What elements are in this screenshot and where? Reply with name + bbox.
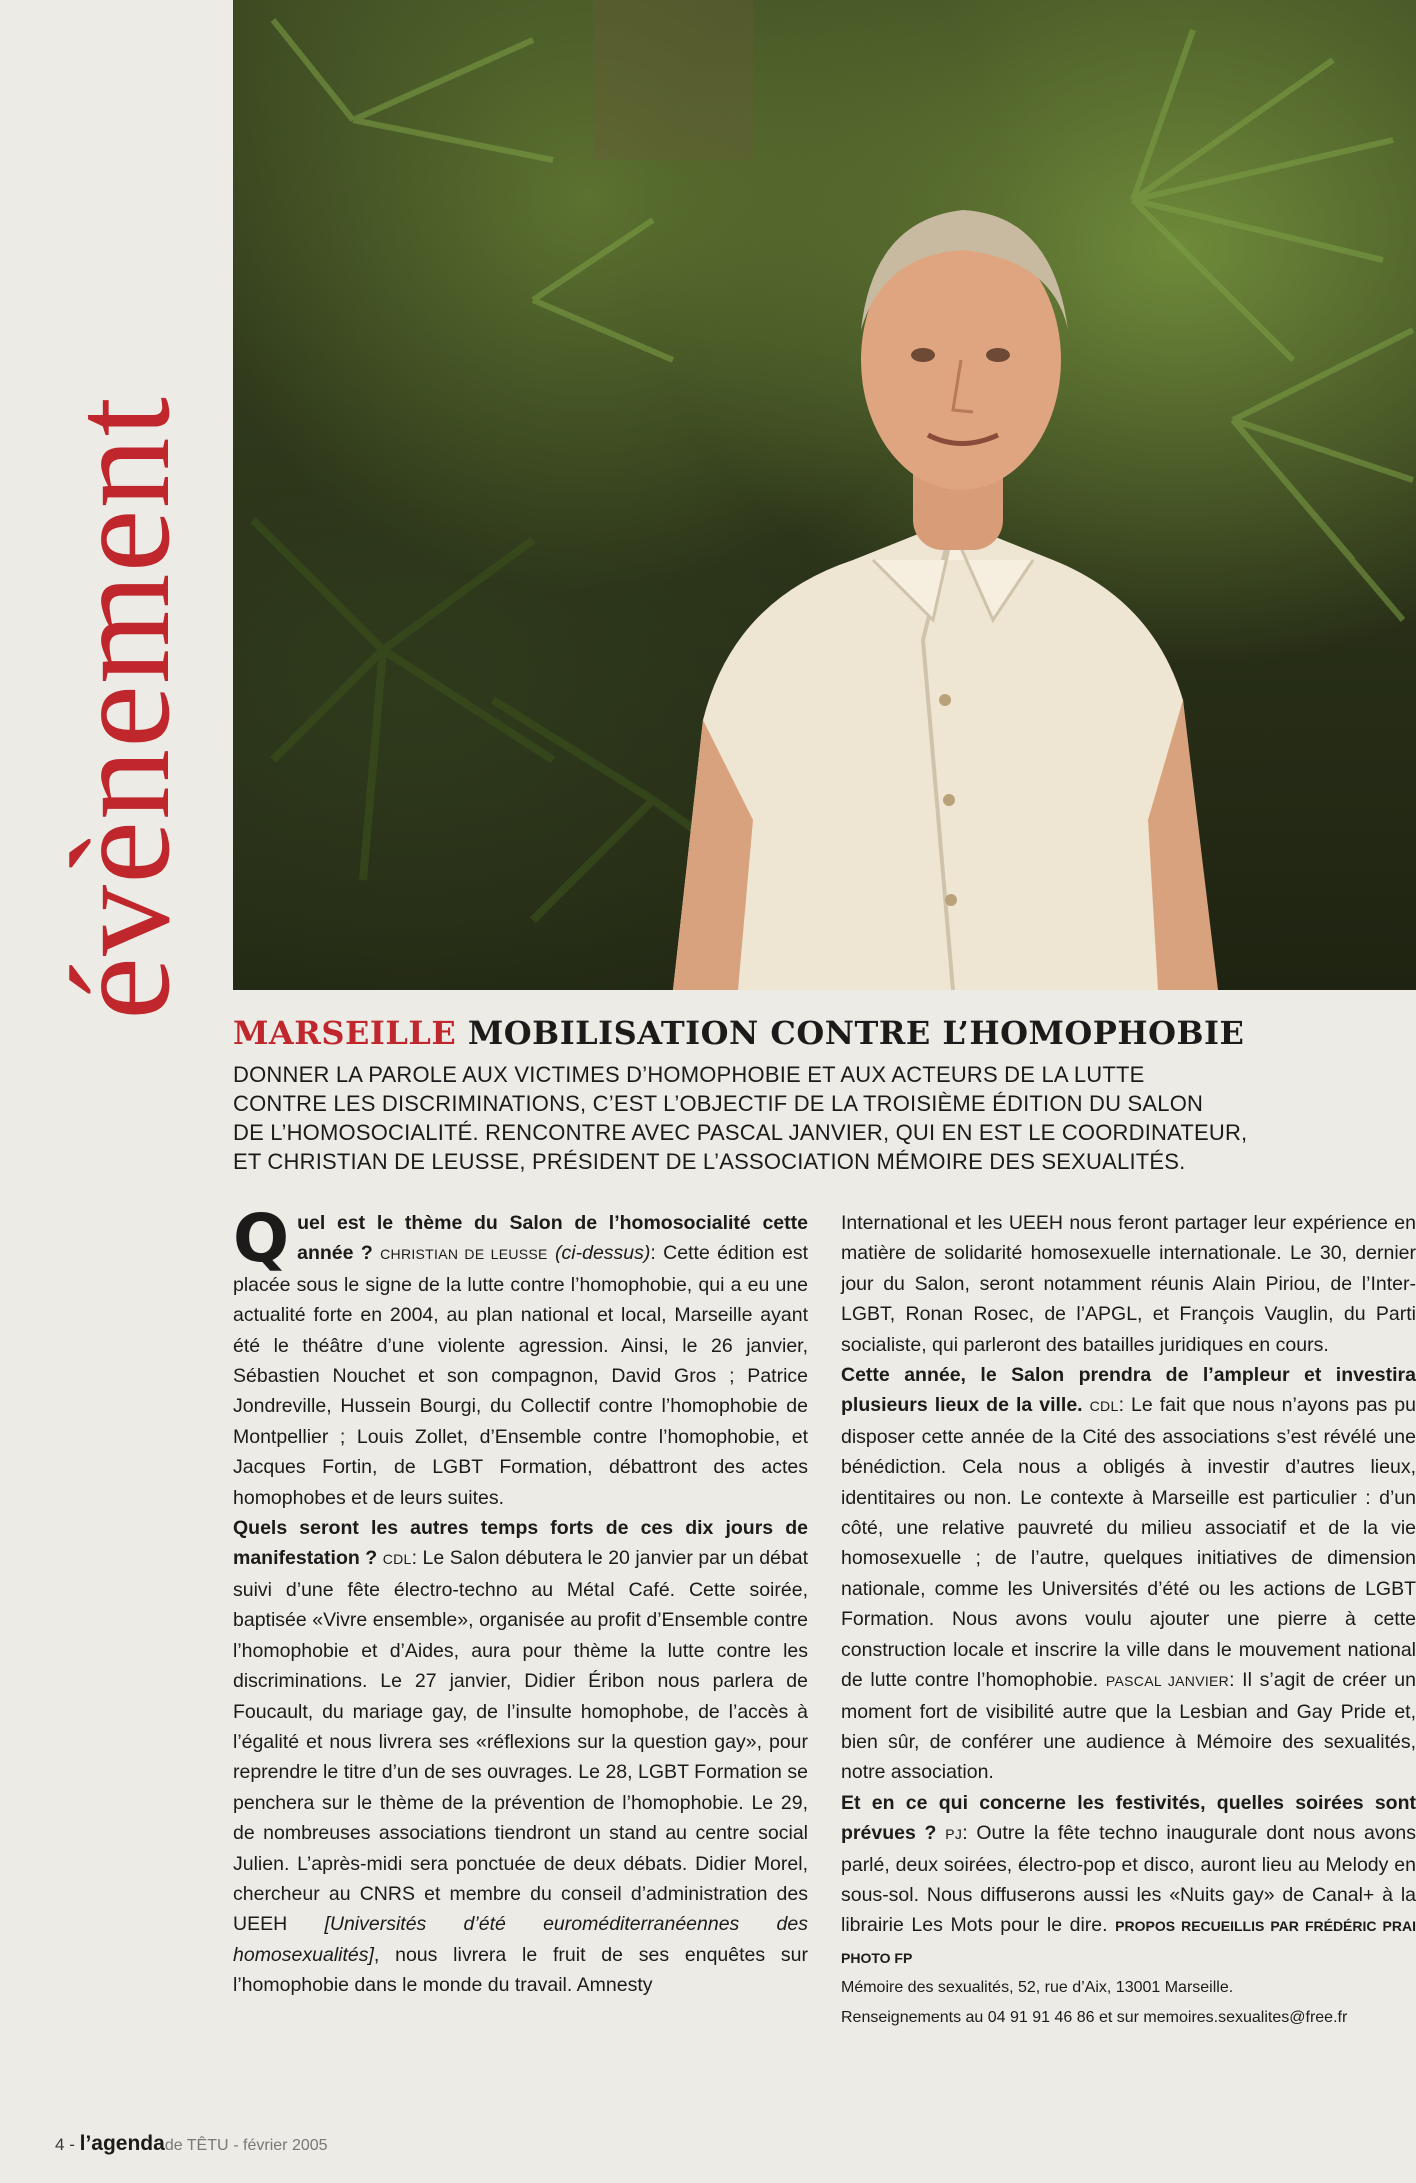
article-column-right bbox=[841, 1208, 1416, 2033]
question-4: Et en ce qui concerne les festivités, quelles soirées sont prévues ? bbox=[841, 1791, 1416, 1845]
deck-line: DE L’HOMOSOCIALITÉ. RENCONTRE AVEC PASCAL JANVIER, QUI EN EST LE COORDINATEUR, bbox=[233, 1120, 1248, 1145]
article-deck bbox=[233, 1060, 1383, 1176]
answer-3-end: : Il s’agit de créer un moment fort de visibilité autre que la Lesbian and Gay Pride et, bien sûr, de conférer une audience à Mémoire des sexualités, notre association. bbox=[841, 1669, 1416, 1784]
page-number: 4 bbox=[55, 2135, 65, 2154]
qa-block-1 bbox=[233, 1200, 808, 1513]
speaker-note: (ci-dessus) bbox=[555, 1242, 651, 1265]
qa-block-3 bbox=[841, 1360, 1416, 1788]
section-title: évènement bbox=[41, 395, 199, 1020]
page-footer bbox=[55, 2132, 328, 2156]
deck-line: DONNER LA PAROLE AUX VICTIMES D’HOMOPHOBIE ET AUX ACTEURS DE LA LUTTE bbox=[233, 1062, 1145, 1087]
answer-4: : Outre la fête techno inaugurale dont nous avons parlé, deux soirées, électro-pop et disco, auront lieu au Melody en sous-sol. Nous diffuserons aussi les «Nuits gay» de Canal+ à la librairie Les Mots pour le dire. bbox=[841, 1822, 1416, 1937]
qa-block-2 bbox=[233, 1513, 808, 2001]
headline-kicker: MARSEILLE bbox=[233, 1014, 457, 1052]
issue-date: - février 2005 bbox=[233, 2137, 328, 2154]
speaker-initials: CDL bbox=[1089, 1398, 1119, 1415]
deck-line: CONTRE LES DISCRIMINATIONS, C’EST L’OBJECTIF DE LA TROISIÈME ÉDITION DU SALON bbox=[233, 1091, 1204, 1116]
portrait-illustration bbox=[233, 0, 1416, 990]
portrait-photo bbox=[233, 0, 1416, 990]
answer-2-end: , nous livrera le fruit de ses enquêtes sur l’homophobie dans le monde du travail. Amnesty bbox=[233, 1943, 808, 1997]
qa-block-4 bbox=[841, 1788, 1416, 1973]
contact-line: Renseignements au 04 91 91 46 86 et sur memoires.sexualites@free.fr bbox=[841, 2009, 1348, 2027]
answer-3: : Le fait que nous n’ayons pas pu disposer cette année de la Cité des associations s’est révélé une bénédiction. Cela nous a obligés à investir d’autres lieux, identitaires ou non. Le contexte à Marseille est particulier : d’un côté, une relative pauvreté du milieu associatif et de la vie homosexuelle ; de l’autre, quelques initiatives de dimension nationale, comme les Universités d’été ou les actions de LGBT Formation. Nous avons voulu ajouter une pierre à cette construction locale et inscrire la ville dans le mouvement national de lutte contre l’homophobie. bbox=[841, 1394, 1416, 1692]
deck-line: ET CHRISTIAN DE LEUSSE, PRÉSIDENT DE L’ASSOCIATION MÉMOIRE DES SEXUALITÉS. bbox=[233, 1149, 1186, 1174]
dropcap: Q bbox=[233, 1200, 290, 1277]
article-column-left bbox=[233, 1200, 808, 2001]
magazine-name: l’agenda bbox=[79, 2132, 165, 2155]
answer-2-continued: International et les UEEH nous feront partager leur expérience en matière de solidarité homosexuelle internationale. Le 30, dernier jour du Salon, seront notamment réunis Alain Piriou, de l’Inter-LGBT, Ronan Rosec, de l’APGL, et François Vauglin, du Parti socialiste, qui parleront des batailles juridiques en cours. bbox=[841, 1212, 1416, 1356]
answer-1: : Cette édition est placée sous le signe de la lutte contre l’homophobie, qui a eu une actualité forte en 2004, au plan national et local, Marseille ayant été le théâtre d’une violente agression. Ainsi, le 26 janvier, Sébastien Nouchet et son compagnon, David Gros ; Patrice Jondreville, Hussein Bourgi, du Collectif contre l’homophobie de Montpellier ; Louis Zollet, d’Ensemble contre l’homophobie, et Jacques Fortin, de LGBT Formation, débattront des actes homophobes et de leurs suites. bbox=[233, 1242, 808, 1509]
answer-2: : Le Salon débutera le 20 janvier par un débat suivi d’une fête électro-techno au Métal Café. Cette soirée, baptisée «Vivre ensemble», organisée au profit d’Ensemble contre l’homophobie et d’Aides, aura pour thème la lutte contre les discriminations. Le 27 janvier, Didier Éribon nous parlera de Foucault, du mariage gay, de l’insulte homophobe, de l’accès à l’égalité et nous livrera ses «réflexions sur la question gay», pour reprendre le titre d’un de ses ouvrages. Le 28, LGBT Formation se penchera sur le thème de la prévention de l’homophobie. Le 29, de nombreuses associations tiendront un stand au centre social Julien. L’après-midi sera ponctuée de deux débats. Didier Morel, chercheur au CNRS et membre du conseil d’administration des UEEH bbox=[233, 1547, 808, 1936]
headline-title: MOBILISATION CONTRE L’HOMOPHOBIE bbox=[467, 1014, 1245, 1052]
speaker-name: PASCAL JANVIER bbox=[1105, 1673, 1230, 1690]
speaker-initials: CDL bbox=[382, 1551, 412, 1568]
footer-separator: - bbox=[69, 2135, 75, 2154]
article-headline bbox=[233, 1014, 1416, 1052]
question-2: Quels seront les autres temps forts de ces dix jours de manifestation ? bbox=[233, 1517, 808, 1570]
speaker-initials: PJ bbox=[945, 1826, 963, 1843]
question-3: Cette année, le Salon prendra de l’ampleur et investira plusieurs lieux de la ville. bbox=[841, 1364, 1416, 1417]
answer-2-italic: [Universités d’été euroméditerranéennes des homosexualités] bbox=[233, 1913, 808, 1966]
address-line: Mémoire des sexualités, 52, rue d’Aix, 13001 Marseille. bbox=[841, 1979, 1234, 1997]
question-1: uel est le thème du Salon de l’homosocialité cette année ? bbox=[297, 1212, 808, 1265]
photo-credit: PROPOS RECUEILLIS PAR FRÉDÉRIC PRAI PHOTO FP bbox=[841, 1918, 1416, 1966]
speaker-name: CHRISTIAN DE LEUSSE bbox=[380, 1246, 548, 1263]
publisher-name: de TÊTU bbox=[164, 2137, 229, 2154]
